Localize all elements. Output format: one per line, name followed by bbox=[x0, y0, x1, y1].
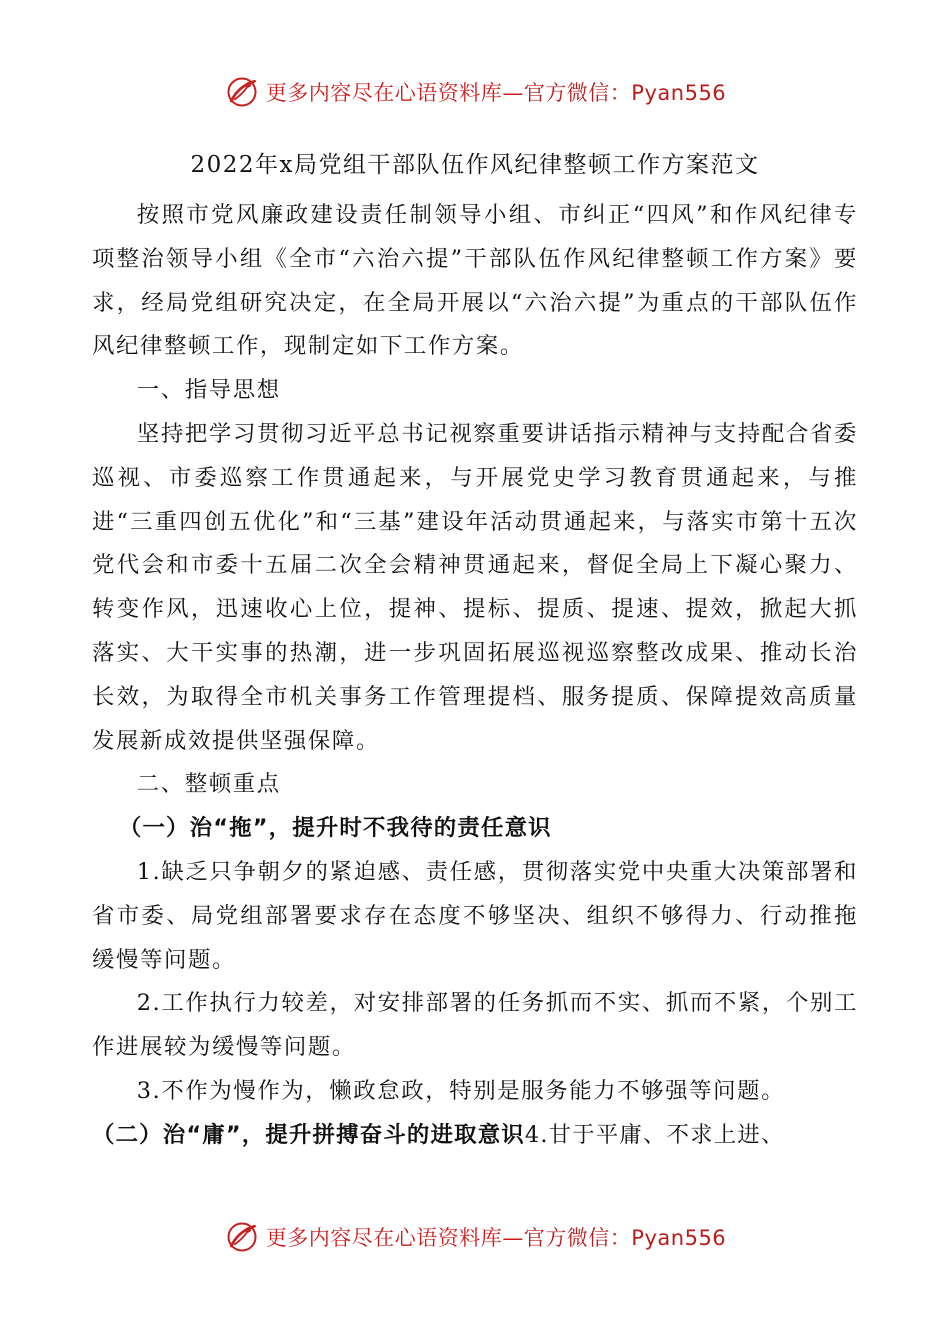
banner-dash: — bbox=[502, 1226, 524, 1250]
item-3: 3.不作为慢作为，懒政怠政，特别是服务能力不够强等问题。 bbox=[136, 1077, 786, 1104]
document-body bbox=[92, 150, 858, 1158]
section2-heading: 二、整顿重点 bbox=[136, 771, 281, 798]
banner-suffix: 官方微信：Pyan556 bbox=[523, 1226, 727, 1250]
header-banner bbox=[0, 70, 950, 114]
subsection2-line bbox=[92, 1114, 858, 1158]
subsection2-heading: （二）治“庸”，提升拼搏奋斗的进取意识 bbox=[92, 1121, 525, 1148]
banner-text bbox=[266, 77, 726, 107]
item-1: 1.缺乏只争朝夕的紧迫感、责任感，贯彻落实党中央重大决策部署和省市委、局党组部署要求存在态度不够坚决、组织不够得力、行动推拖缓慢等问题。 bbox=[92, 858, 858, 973]
banner-dash: — bbox=[502, 81, 524, 105]
intro-paragraph: 按照市党风廉政建设责任制领导小组、市纠正“四风”和作风纪律专项整治领导小组《全市“六治六提”干部队伍作风纪律整顿工作方案》要求，经局党组研究决定，在全局开展以“六治六提”为重点的干部队伍作风纪律整顿工作，现制定如下工作方案。 bbox=[92, 202, 858, 360]
document-title: 2022年x局党组干部队伍作风纪律整顿工作方案范文 bbox=[190, 152, 760, 178]
item-4-start: 4.甘于平庸、不求上进、 bbox=[524, 1121, 785, 1148]
section1-heading: 一、指导思想 bbox=[136, 377, 281, 404]
footer-banner bbox=[0, 1215, 950, 1259]
section1-paragraph: 坚持把学习贯彻习近平总书记视察重要讲话指示精神与支持配合省委巡视、市委巡察工作贯通起来，与开展党史学习教育贯通起来，与推进“三重四创五优化”和“三基”建设年活动贯通起来，与落实市第十五次党代会和市委十五届二次全会精神贯通起来，督促全局上下凝心聚力、转变作风，迅速收心上位，提神、提标、提质、提速、提效，掀起大抓落实、大干实事的热潮，进一步巩固拓展巡视巡察整改成果、推动长治长效，为取得全市机关事务工作管理提档、服务提质、保障提效高质量发展新成效提供坚强保障。 bbox=[92, 420, 858, 754]
logo-icon bbox=[224, 1219, 260, 1255]
banner-text bbox=[266, 1222, 726, 1252]
banner-main: 更多内容尽在心语资料库 bbox=[265, 81, 503, 105]
banner-suffix: 官方微信：Pyan556 bbox=[523, 81, 727, 105]
item-2: 2.工作执行力较差，对安排部署的任务抓而不实、抓而不紧，个别工作进展较为缓慢等问题。 bbox=[92, 990, 858, 1061]
subsection1-heading: （一）治“拖”，提升时不我待的责任意识 bbox=[118, 815, 552, 842]
logo-icon bbox=[224, 74, 260, 110]
banner-main: 更多内容尽在心语资料库 bbox=[265, 1226, 503, 1250]
